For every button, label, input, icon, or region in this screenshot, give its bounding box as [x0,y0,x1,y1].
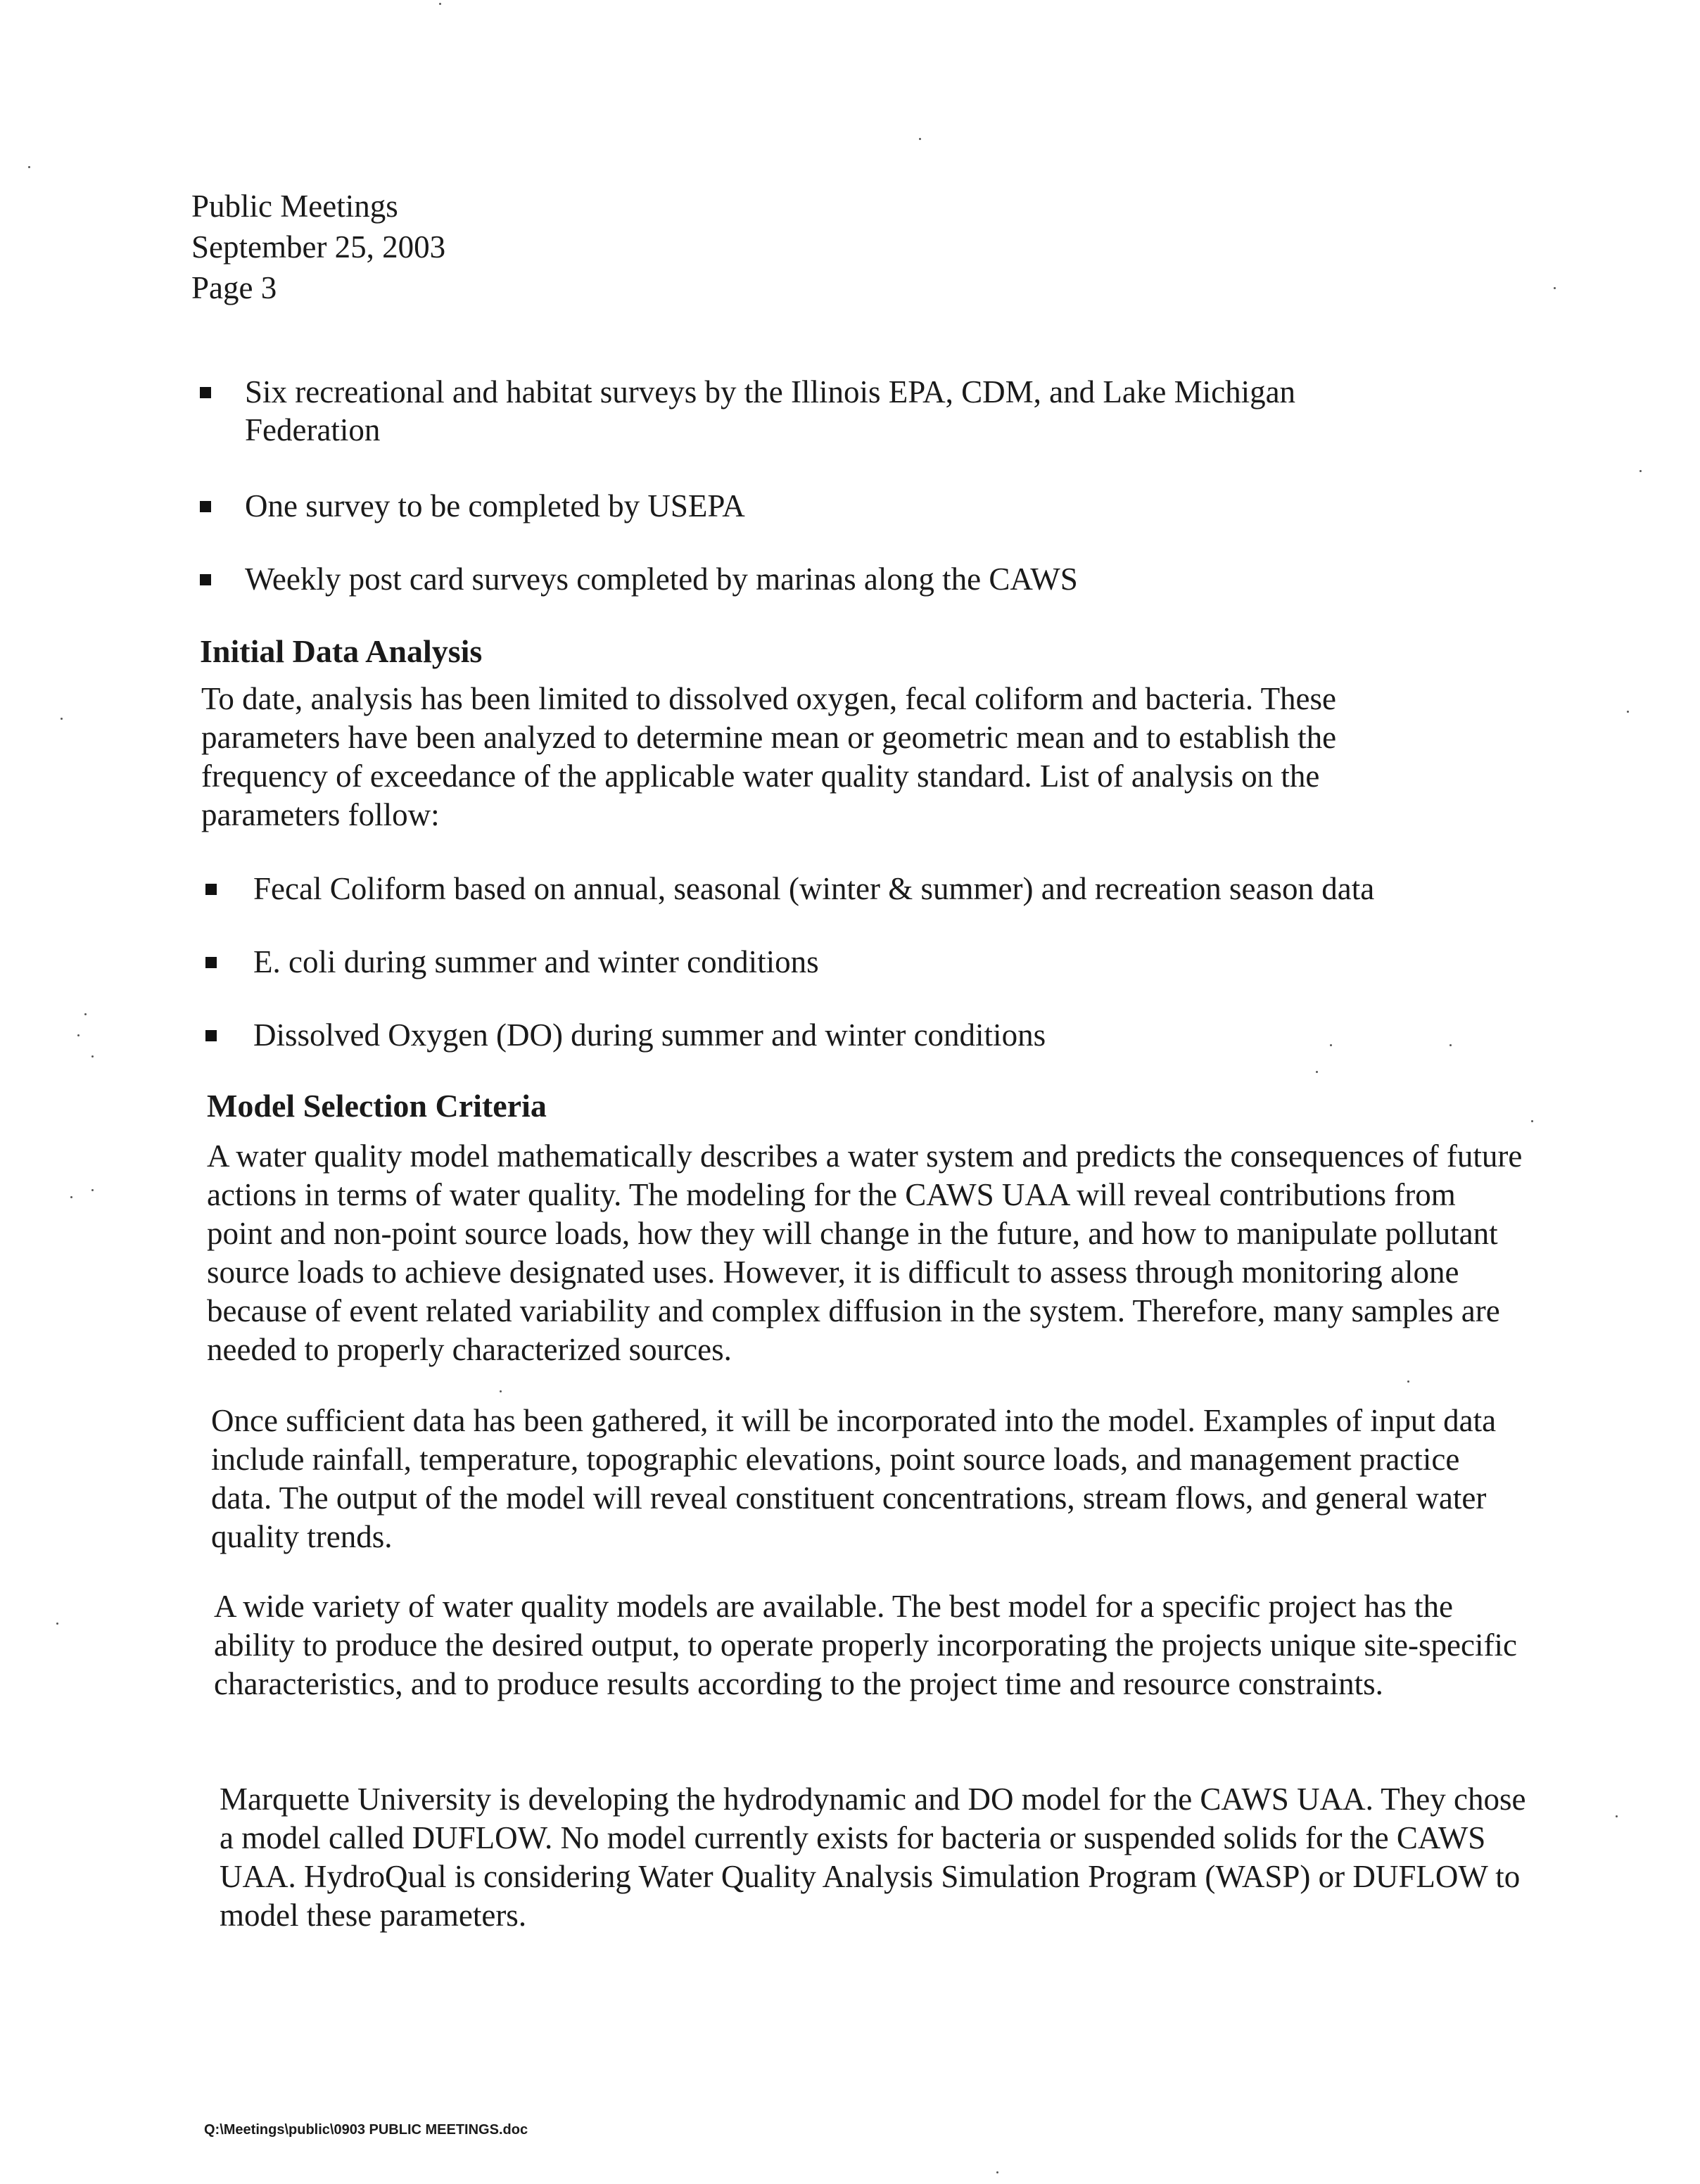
initial-data-analysis-paragraph: To date, analysis has been limited to dissolved oxygen, fecal coliform and bacteria. These parameters have been analyzed to determine mean or geometric mean and to establish the frequency of exceedance of the applicable water quality standard. List of analysis on the parameters follow: [201,681,1337,832]
list-item-text: Weekly post card surveys completed by marinas along the CAWS [245,561,1078,597]
list-item-text: E. coli during summer and winter conditions [253,944,819,979]
header-date: September 25, 2003 [191,229,446,265]
scan-speck [919,138,921,140]
bullet-square-icon [200,574,211,585]
list-item [194,487,745,525]
scan-speck [61,718,63,720]
page-header [191,186,445,308]
scan-speck [1627,711,1629,713]
model-selection-paragraph-2: Once sufficient data has been gathered, it will be incorporated into the model. Examples of input data include rainfall, temperature, topographic elevations, point source loads, and management practice data. The output of the model will reveal constituent concentrations, stream flows, and general water quality trends. [211,1403,1497,1554]
bullet-square-icon [200,501,211,512]
scan-speck [1531,1120,1533,1122]
scan-speck [1330,1044,1332,1046]
list-item [194,373,1399,446]
scan-speck [1554,287,1556,289]
scan-speck [1639,470,1642,472]
list-item-text: Dissolved Oxygen (DO) during summer and winter conditions [253,1017,1046,1053]
list-item [200,943,819,981]
scan-speck [500,1390,502,1392]
section-heading-initial-data-analysis: Initial Data Analysis [200,633,483,669]
model-selection-paragraph-1: A water quality model mathematically describes a water system and predicts the consequences of future actions in terms of water quality. The modeling for the CAWS UAA will reveal contributions from point and non-point source loads, how they will change in the future, and how to manipulate pollutant source loads to achieve designated uses. However, it is difficult to assess through monitoring alone because of event related variability and complex diffusion in the system. Therefore, many samples are needed to properly characterized sources. [207,1138,1523,1367]
model-selection-paragraph-4: Marquette University is developing the hydrodynamic and DO model for the CAWS UAA. They chose a model called DUFLOW. No model currently exists for bacteria or suspended solids for the CAWS UAA. HydroQual is considering Water Quality Analysis Simulation Program (WASP) or DUFLOW to model these parameters. [220,1782,1526,1933]
scan-speck [1616,1815,1618,1817]
list-item-text: One survey to be completed by USEPA [245,488,745,523]
scan-speck [1407,1380,1409,1383]
scan-speck [1450,1044,1452,1046]
bullet-square-icon [205,957,217,968]
bullet-square-icon [205,1030,217,1041]
model-selection-paragraph-3: A wide variety of water quality models are available. The best model for a specific project has the ability to produce the desired output, to operate properly incorporating the projects unique site-specific characteristics, and to produce results according to the project time and resource constraints. [214,1589,1517,1701]
scan-speck [77,1034,80,1036]
bullet-square-icon [205,884,217,895]
footer-file-path: Q:\Meetings\public\0903 PUBLIC MEETINGS.doc [204,2122,528,2138]
bullet-square-icon [200,387,211,398]
scan-speck [56,1623,58,1625]
list-item-text: Six recreational and habitat surveys by the Illinois EPA, CDM, and Lake Michigan Federation [245,374,1296,447]
list-item [200,1016,1046,1054]
scan-speck [70,1196,72,1198]
section-heading-model-selection-criteria: Model Selection Criteria [207,1088,547,1124]
scan-speck [996,2171,998,2173]
scan-speck [439,3,441,5]
scan-speck [91,1189,94,1191]
header-page-number: Page 3 [191,270,277,305]
list-item-text: Fecal Coliform based on annual, seasonal (winter & summer) and recreation season data [253,871,1375,906]
scan-speck [84,1013,87,1015]
scan-speck [91,1055,94,1058]
list-item [194,560,1078,598]
survey-bullet-list [194,373,1531,597]
list-item [200,870,1374,908]
scan-speck [1316,1071,1318,1073]
scan-speck [28,166,30,168]
header-title: Public Meetings [191,189,398,224]
